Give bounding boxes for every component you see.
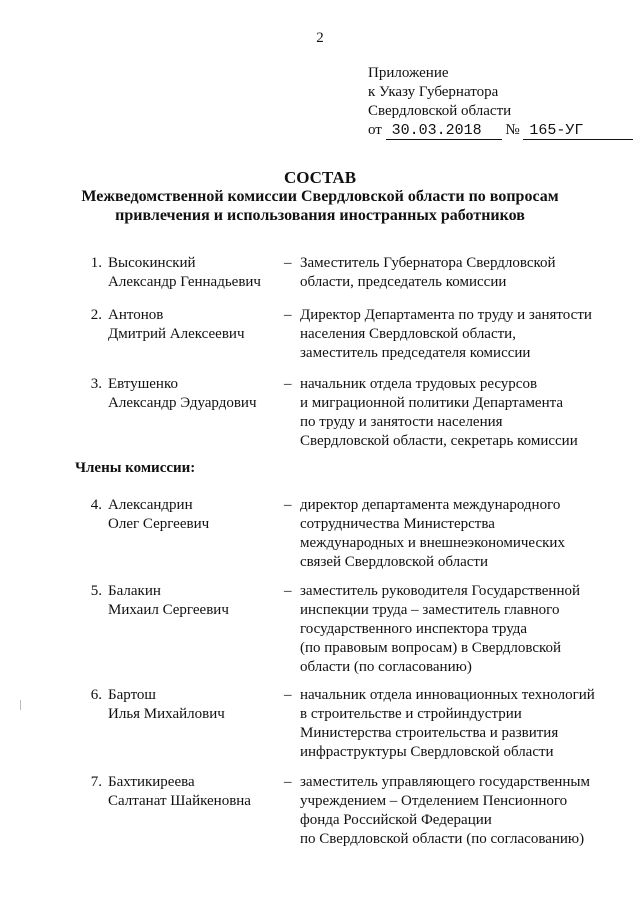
member-position-line: государственного инспектора труда xyxy=(300,621,528,637)
member-name-line: Александр Эдуардович xyxy=(108,395,257,411)
member-position-line: и миграционной политики Департамента xyxy=(300,395,564,411)
member-position xyxy=(300,375,600,451)
decree-date: 30.03.2018 xyxy=(386,123,502,140)
member-position-line: связей Свердловской области xyxy=(300,554,488,570)
appendix-line-2: к Указу Губернатора xyxy=(368,84,499,100)
member-position-line: Министерства строительства и развития xyxy=(300,725,559,741)
number-label: № xyxy=(505,122,520,138)
page-number: 2 xyxy=(316,30,324,46)
member-position-line: (по правовым вопросам) в Свердловской xyxy=(300,640,562,656)
member-position-line: области, председатель комиссии xyxy=(300,274,507,290)
member-position-line: международных и внешнеэкономических xyxy=(300,535,565,551)
dash-separator: – xyxy=(284,583,292,599)
appendix-line-3: Свердловской области xyxy=(368,103,512,119)
member-position xyxy=(300,686,600,762)
member-name xyxy=(108,254,278,292)
item-number: 2. xyxy=(90,307,102,323)
item-number: 1. xyxy=(90,255,102,271)
member-name-line: Бахтикиреева xyxy=(108,774,195,790)
member-name-line: Михаил Сергеевич xyxy=(108,602,229,618)
member-name xyxy=(108,375,278,413)
member-position xyxy=(300,773,600,849)
member-position-line: по труду и занятости населения xyxy=(300,414,503,430)
member-position-line: начальник отдела трудовых ресурсов xyxy=(300,376,538,392)
scan-mark xyxy=(20,700,21,710)
member-position-line: фонда Российской Федерации xyxy=(300,812,492,828)
member-name-line: Илья Михайлович xyxy=(108,706,225,722)
member-position-line: инспекции труда – заместитель главного xyxy=(300,602,560,618)
member-position xyxy=(300,254,600,292)
title-line-1: СОСТАВ xyxy=(283,168,357,187)
member-position xyxy=(300,306,600,363)
member-position-line: сотрудничества Министерства xyxy=(300,516,495,532)
dash-separator: – xyxy=(284,497,292,513)
member-name-line: Балакин xyxy=(108,583,161,599)
appendix-block xyxy=(368,64,633,140)
members-heading: Члены комиссии: xyxy=(75,460,196,476)
dash-separator: – xyxy=(284,307,292,323)
member-name xyxy=(108,686,278,724)
appendix-line-1: Приложение xyxy=(368,65,449,81)
appendix-date-line xyxy=(368,121,633,140)
member-name-line: Антонов xyxy=(108,307,164,323)
member-position xyxy=(300,496,600,572)
member-name-line: Александрин xyxy=(108,497,193,513)
member-name-line: Дмитрий Алексеевич xyxy=(108,326,245,342)
member-name xyxy=(108,306,278,344)
item-number: 5. xyxy=(90,583,102,599)
member-name-line: Бартош xyxy=(108,687,156,703)
member-name-line: Олег Сергеевич xyxy=(108,516,210,532)
member-position-line: области (по согласованию) xyxy=(300,659,472,675)
member-position-line: Свердловской области, секретарь комиссии xyxy=(300,433,578,449)
item-number: 4. xyxy=(90,497,102,513)
from-label: от xyxy=(368,122,382,138)
member-position-line: по Свердловской области (по согласованию) xyxy=(300,831,585,847)
member-position-line: Директор Департамента по труду и занятости xyxy=(300,307,592,323)
member-name-line: Александр Геннадьевич xyxy=(108,274,261,290)
member-name-line: Евтушенко xyxy=(108,376,178,392)
dash-separator: – xyxy=(284,774,292,790)
member-position xyxy=(300,582,600,677)
member-position-line: директор департамента международного xyxy=(300,497,561,513)
member-position-line: учреждением – Отделением Пенсионного xyxy=(300,793,568,809)
member-position-line: начальник отдела инновационных технологий xyxy=(300,687,595,703)
member-position-line: заместитель руководителя Государственной xyxy=(300,583,580,599)
dash-separator: – xyxy=(284,687,292,703)
member-name xyxy=(108,773,278,811)
decree-number: 165-УГ xyxy=(523,123,633,140)
title-line-3: привлечения и использования иностранных работников xyxy=(115,207,525,224)
document-title xyxy=(0,168,640,225)
member-name-line: Высокинский xyxy=(108,255,196,271)
item-number: 6. xyxy=(90,687,102,703)
member-name-line: Салтанат Шайкеновна xyxy=(108,793,251,809)
member-position-line: Заместитель Губернатора Свердловской xyxy=(300,255,556,271)
title-line-2: Межведомственной комиссии Свердловской области по вопросам xyxy=(81,188,559,205)
member-name xyxy=(108,582,278,620)
member-position-line: населения Свердловской области, xyxy=(300,326,516,342)
member-position-line: в строительстве и стройиндустрии xyxy=(300,706,522,722)
member-position-line: заместитель председателя комиссии xyxy=(300,345,531,361)
item-number: 7. xyxy=(90,774,102,790)
member-position-line: инфраструктуры Свердловской области xyxy=(300,744,554,760)
member-name xyxy=(108,496,278,534)
member-position-line: заместитель управляющего государственным xyxy=(300,774,590,790)
item-number: 3. xyxy=(90,376,102,392)
dash-separator: – xyxy=(284,376,292,392)
dash-separator: – xyxy=(284,255,292,271)
